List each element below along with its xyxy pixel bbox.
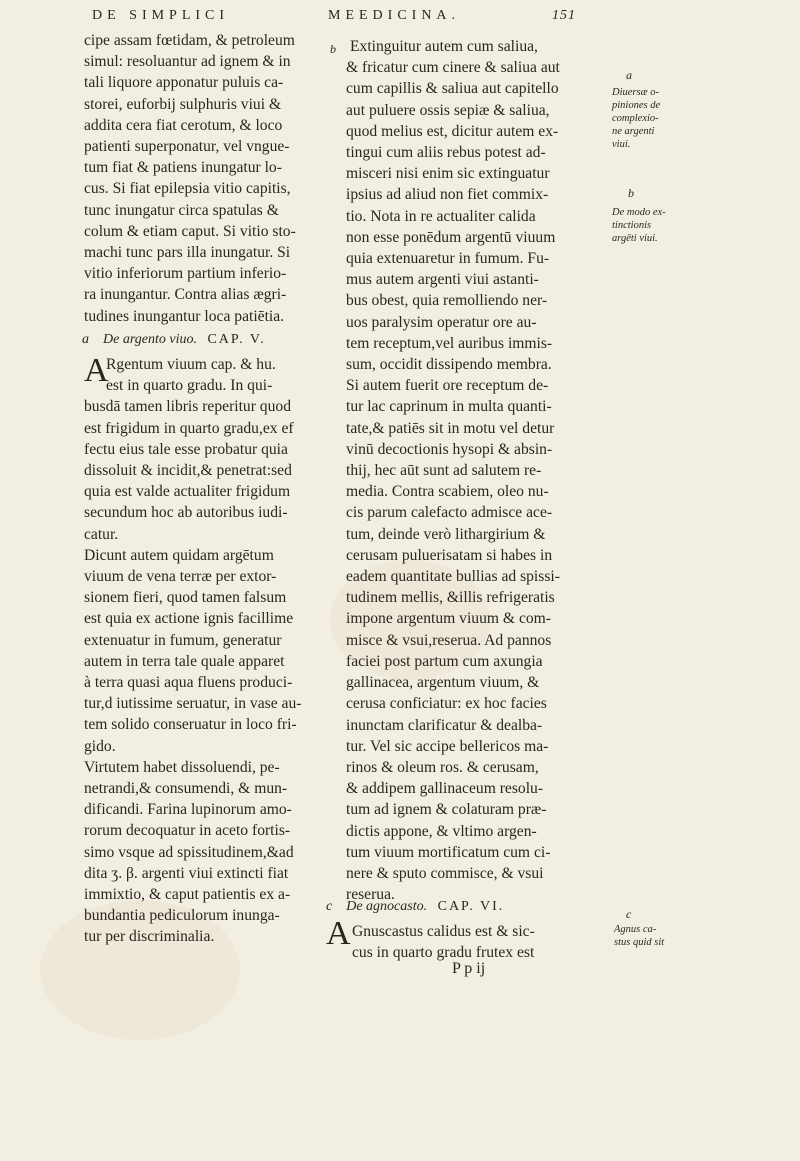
text-line: tur. Vel sic accipe bellericos ma- xyxy=(346,737,549,755)
drop-initial: A xyxy=(326,915,351,952)
text-line: Gnuscastus calidus est & sic- xyxy=(352,923,535,940)
text-line: faciei post partum cum axungia xyxy=(346,652,543,670)
text-line: eadem quantitate bullias ad spissi- xyxy=(346,568,560,586)
right-column-text-2 xyxy=(346,921,606,963)
text-line: immixtio, & caput patientis ex a- xyxy=(84,886,291,904)
text-line: Extinguitur autem cum saliua, xyxy=(350,38,538,55)
text-line: cerusam puluerisatam si habes in xyxy=(346,546,553,564)
text-line: bus obest, quia remolliendo ner- xyxy=(346,292,548,310)
text-line: dissoluit & incidit,& penetrat:sed xyxy=(84,462,292,480)
text-line: est quia ex actione ignis facillime xyxy=(84,610,294,628)
text-line: & addipem gallinaceum resolu- xyxy=(346,780,544,798)
text-line: cus. Si fiat epilepsia vitio capitis, xyxy=(84,180,291,198)
text-line: tur,d iutissime seruatur, in vase au- xyxy=(84,695,302,713)
text-line: secundum hoc ab autoribus iudi- xyxy=(84,504,288,522)
chapter-mark: a xyxy=(82,332,89,347)
text-line: tudinem mellis, &illis refrigeratis xyxy=(346,589,555,607)
text-line: ne argenti xyxy=(612,126,655,137)
text-line: simo vsque ad spissitudinem,&ad xyxy=(84,843,294,861)
text-line: quod melius est, dicitur autem ex- xyxy=(346,122,559,140)
running-head-right: MEEDICINA. xyxy=(328,8,461,23)
text-line: Agnus ca- xyxy=(614,924,657,935)
text-line: addita cera fiat cerotum, & loco xyxy=(84,116,283,134)
text-line: ipsius ad aliud non fiet commix- xyxy=(346,186,549,204)
text-line: cus in quarto gradu frutex est xyxy=(352,944,535,962)
text-line: storei, euforbij sulphuris viui & xyxy=(84,95,282,113)
text-line: viui. xyxy=(612,139,631,150)
text-line: inunctam clarificatur & dealba- xyxy=(346,716,543,734)
text-line: catur. xyxy=(84,525,119,543)
text-line: patienti superponatur, vel vngue- xyxy=(84,138,290,156)
text-line: tinctionis xyxy=(612,220,652,231)
text-line: machi tunc pars illa inungatur. Si xyxy=(84,244,291,262)
text-line: sionem fieri, quod tamen falsum xyxy=(84,589,287,607)
text-line: tudines inungantur loca patiētia. xyxy=(84,307,285,325)
text-line: tali liquore apponatur puluis ca- xyxy=(84,74,284,92)
text-line: extenuatur in fumum, generatur xyxy=(84,631,282,649)
text-line: tum ad ignem & colaturam præ- xyxy=(346,801,547,819)
text-line: Virtutem habet dissoluendi, pe- xyxy=(84,758,280,776)
text-line: dificandi. Farina lupinorum amo- xyxy=(84,801,292,819)
text-line: De modo ex- xyxy=(612,207,666,218)
text-line: quia est valde actualiter frigidum xyxy=(84,483,291,501)
text-line: tunc inungatur circa spatulas & xyxy=(84,201,279,219)
margin-letter-a: a xyxy=(626,68,632,82)
text-line: misce & vsui,reserua. Ad pannos xyxy=(346,631,552,649)
text-line: Diuersæ o- xyxy=(612,87,659,98)
text-line: reserua. xyxy=(346,886,395,904)
signature-mark: P p ij xyxy=(452,960,486,977)
text-line: ra inungantur. Contra alias ægri- xyxy=(84,286,287,304)
text-line: & fricatur cum cinere & saliua aut xyxy=(346,59,560,77)
margin-letter-b: b xyxy=(330,42,336,56)
text-line: gido. xyxy=(84,737,116,755)
text-line: est frigidum in quarto gradu,ex ef xyxy=(84,419,294,437)
chapter-mark: c xyxy=(326,899,333,914)
chapter-heading xyxy=(82,332,266,348)
text-line: à terra quasi aqua fluens produci- xyxy=(84,674,293,692)
running-head-left: DE SIMPLICI xyxy=(92,8,230,23)
right-column-text xyxy=(346,36,606,905)
text-line: Rgentum viuum cap. & hu. xyxy=(106,356,276,373)
text-line: tum viuum mortificatum cum ci- xyxy=(346,843,551,861)
text-line: viuum de vena terræ per extor- xyxy=(84,568,277,586)
text-line: vitio inferiorum partium inferio- xyxy=(84,265,287,283)
text-line: est in quarto gradu. In qui- xyxy=(106,377,273,395)
text-line: stus quid sit xyxy=(614,937,665,948)
text-line: quia extenuaretur in fumum. Fu- xyxy=(346,250,550,268)
text-line: tur per discriminalia. xyxy=(84,928,215,946)
chapter-title: De argento viuo. xyxy=(103,332,197,347)
text-line: tio. Nota in re actualiter calida xyxy=(346,207,536,225)
text-line: uos paralysim operatur ore au- xyxy=(346,313,537,331)
text-line: gallinacea, argentum viuum, & xyxy=(346,674,540,692)
margin-letter-b-note: b xyxy=(628,186,634,200)
text-line: tum, deinde verò lithargirium & xyxy=(346,525,546,543)
text-line: tum fiat & patiens inungatur lo- xyxy=(84,159,282,177)
text-line: fectu eius tale esse probatur quia xyxy=(84,440,288,458)
text-line: complexio- xyxy=(612,113,659,124)
text-line: rinos & oleum ros. & cerusam, xyxy=(346,758,539,776)
text-line: aut puluere ossis sepiæ & saliua, xyxy=(346,101,550,119)
text-line: netrandi,& consumendi, & mun- xyxy=(84,780,288,798)
text-line: cis parum calefacto admisce ace- xyxy=(346,504,553,522)
text-line: bundantia pediculorum inunga- xyxy=(84,907,280,925)
text-line: colum & etiam caput. Si vitio sto- xyxy=(84,222,296,240)
chapter-title: De agnocasto. xyxy=(346,899,428,914)
folio-number: 151 xyxy=(552,8,576,23)
text-line: argēti viui. xyxy=(612,233,658,244)
margin-note-b xyxy=(612,206,666,245)
text-line: busdā tamen libris reperitur quod xyxy=(84,398,291,416)
left-column-text xyxy=(84,30,314,327)
text-line: rorum decoquatur in aceto fortis- xyxy=(84,822,291,840)
chapter-cap: CAP. V. xyxy=(207,332,266,347)
text-line: Si autem fuerit ore receptum de- xyxy=(346,377,549,395)
margin-note-c xyxy=(614,923,664,949)
text-line: autem in terra tale quale apparet xyxy=(84,652,285,670)
text-line: misceri nisi enim sic extinguatur xyxy=(346,165,550,183)
text-line: nere & sputo commisce, & vsui xyxy=(346,864,544,882)
text-line: thij, hec aūt sunt ad salutem re- xyxy=(346,462,542,480)
text-line: tur lac caprinum in multa quanti- xyxy=(346,398,552,416)
text-line: tem solido conseruatur in loco fri- xyxy=(84,716,297,734)
text-line: tem receptum,vel auribus immis- xyxy=(346,334,553,352)
margin-letter-c: c xyxy=(626,907,632,921)
text-line: mus autem argenti viui astanti- xyxy=(346,271,539,289)
text-line: impone argentum viuum & com- xyxy=(346,610,551,628)
text-line: Dicunt autem quidam argētum xyxy=(84,546,274,564)
chapter-heading-2 xyxy=(326,899,504,915)
chapter-cap: CAP. VI. xyxy=(437,899,505,914)
text-line: cipe assam fœtidam, & petroleum xyxy=(84,32,295,49)
text-line: dictis appone, & vltimo argen- xyxy=(346,822,537,840)
text-line: piniones de xyxy=(612,100,661,111)
margin-note-a xyxy=(612,86,660,151)
drop-initial: A xyxy=(84,352,109,389)
text-line: tingui cum aliis rebus potest ad- xyxy=(346,144,546,162)
left-column-text-2 xyxy=(84,354,314,948)
text-line: cum capillis & saliua aut capitello xyxy=(346,80,559,98)
text-line: cerusa conficiatur: ex hoc facies xyxy=(346,695,547,713)
text-line: dita ʒ. β. argenti viui extincti fiat xyxy=(84,864,289,882)
text-line: simul: resoluantur ad ignem & in xyxy=(84,53,291,71)
text-line: sum, occidit dissipendo membra. xyxy=(346,356,552,374)
text-line: media. Contra scabiem, oleo nu- xyxy=(346,483,549,501)
text-line: tate,& patiēs sit in motu vel detur xyxy=(346,419,555,437)
text-line: vinū decoctionis hysopi & absin- xyxy=(346,440,553,458)
text-line: non esse ponēdum argentū viuum xyxy=(346,228,556,246)
